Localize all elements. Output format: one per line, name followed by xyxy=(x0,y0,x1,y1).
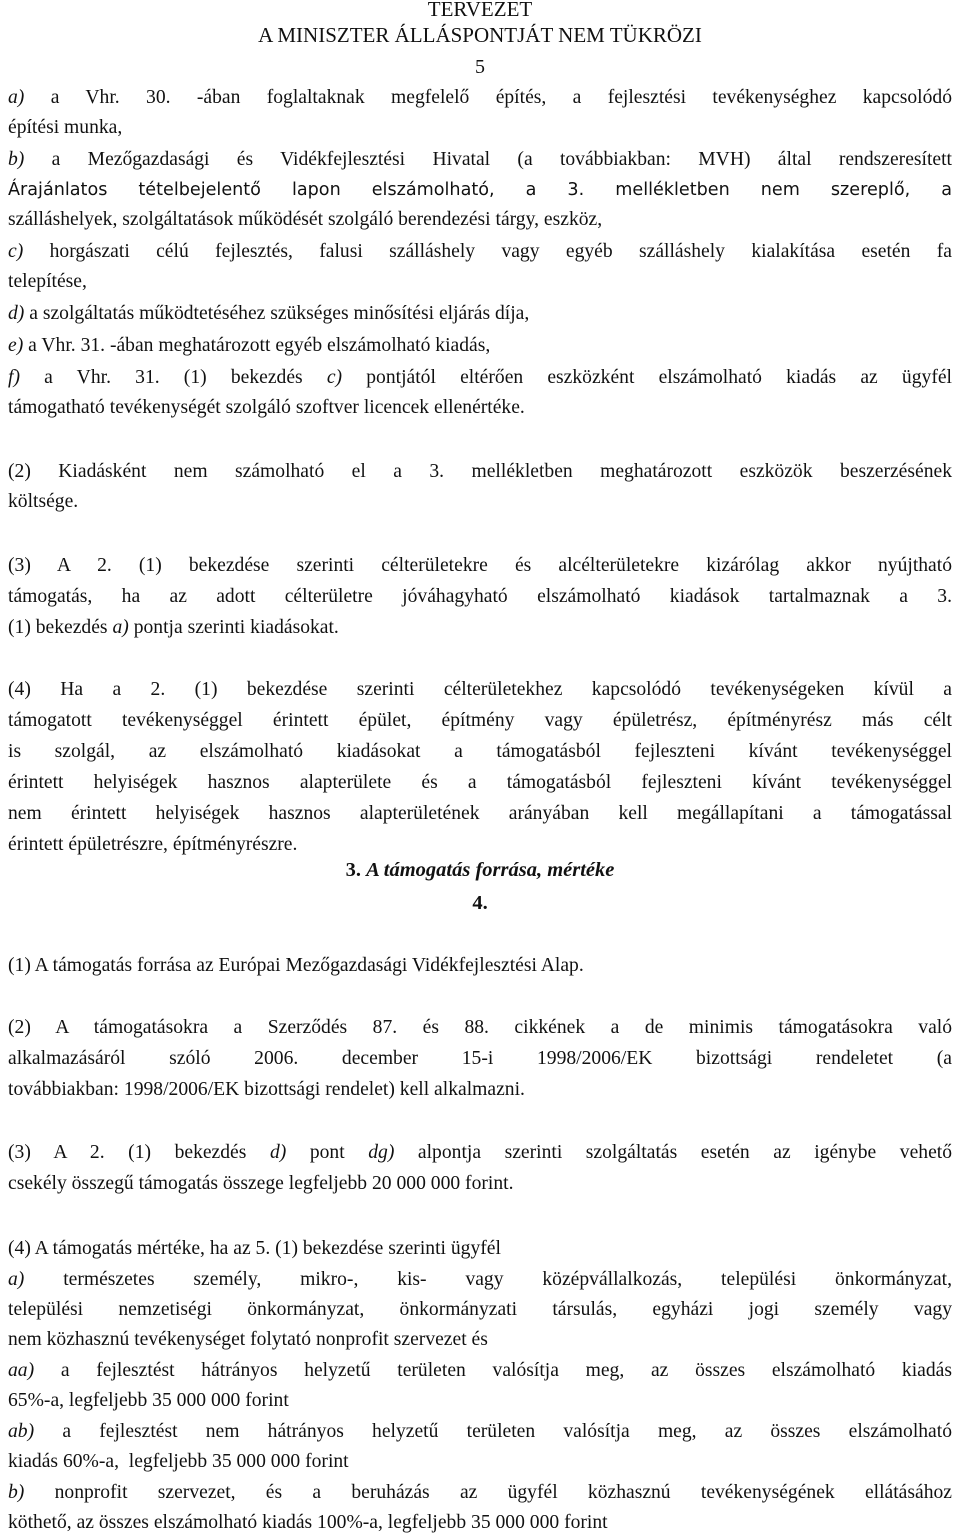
section-heading xyxy=(0,858,960,882)
item-label: b) xyxy=(8,149,25,170)
point-reference: c) xyxy=(326,367,343,388)
item-b-line: Árajánlatos tételbejelentő lapon elszámolható, a 3. mellékletben nem szereplő, a xyxy=(8,180,952,200)
item-b-line: köthető, az összes elszámolható kiadás 100%-a, legfeljebb 35 000 000 forint xyxy=(8,1512,608,1533)
paragraph-line: (2) A támogatásokra a Szerződés 87. és 88. cikkének a de minimis támogatásokra való xyxy=(8,1017,952,1038)
draft-disclaimer: A MINISZTER ÁLLÁSPONTJÁT NEM TÜKRÖZI xyxy=(258,23,702,47)
paragraph-line: (2) Kiadásként nem számolható el a 3. mellékletben meghatározott eszközök beszerzésének xyxy=(8,461,952,482)
item-b-line: b) nonprofit szervezet, és a beruházás az ügyfél közhasznú tevékenységének ellátásához xyxy=(8,1482,952,1503)
paragraph-line: nem érintett helyiségek hasznos alapterületének arányában kell megállapítani a támogatással xyxy=(8,803,952,824)
item-c-line: c) horgászati célú fejlesztés, falusi szálláshely vagy egyéb szálláshely kialakítása esetén fa xyxy=(8,241,952,262)
paragraph-line: (1) A támogatás forrása az Európai Mezőgazdasági Vidékfejlesztési Alap. xyxy=(8,955,584,976)
item-label: d) xyxy=(8,303,25,324)
point-reference: a) xyxy=(112,617,129,638)
item-label: f) xyxy=(8,367,20,388)
paragraph-number: 4. xyxy=(472,892,488,914)
item-label: e) xyxy=(8,335,24,356)
paragraph-line: (3) A 2. (1) bekezdése szerinti célterületekre és alcélterületekre kizárólag akkor nyújtható xyxy=(8,555,952,576)
paragraph-line: továbbiakban: 1998/2006/EK bizottsági rendelet) kell alkalmazni. xyxy=(8,1079,525,1100)
item-ab-line: kiadás 60%-a, legfeljebb 35 000 000 forint xyxy=(8,1451,349,1472)
item-label: a) xyxy=(8,87,25,108)
draft-header: TERVEZET xyxy=(427,0,533,21)
item-label: a) xyxy=(8,1269,25,1290)
item-f-line: f) a Vhr. 31. (1) bekezdés c) pontjától eltérően eszközként elszámolható kiadás az ügyfél xyxy=(8,367,952,388)
point-reference: d) xyxy=(269,1142,287,1163)
item-ab-line: ab) a fejlesztést nem hátrányos helyzetű területen valósítja meg, az összes elszámolható xyxy=(8,1421,952,1442)
item-f-line: támogatható tevékenységét szolgáló szoftver licencek ellenértéke. xyxy=(8,397,525,418)
paragraph-line: csekély összegű támogatás összege legfeljebb 20 000 000 forint. xyxy=(8,1173,514,1194)
item-c-line: telepítése, xyxy=(8,271,87,292)
section-number: 3. xyxy=(345,859,361,881)
point-reference: dg) xyxy=(368,1142,395,1163)
paragraph-line: (3) A 2. (1) bekezdés d) pont dg) alpontja szerinti szolgáltatás esetén az igénybe vehető xyxy=(8,1142,953,1163)
item-d-line: d) a szolgáltatás működtetéséhez szükséges minősítési eljárás díja, xyxy=(8,303,530,324)
item-aa-line: 65%-a, legfeljebb 35 000 000 forint xyxy=(8,1390,289,1411)
paragraph-line: alkalmazásáról szóló 2006. december 15-i 1998/2006/EK bizottsági rendeletet (a xyxy=(8,1048,952,1069)
paragraph-line: is szolgál, az elszámolható kiadásokat a támogatásból fejleszteni kívánt tevékenységgel xyxy=(8,741,952,762)
paragraph-line: (4) Ha a 2. (1) bekezdése szerinti célterületekhez kapcsolódó tevékenységeken kívül a xyxy=(8,679,952,700)
paragraph-line: támogatás, ha az adott célterületre jóváhagyható elszámolható kiadások tartalmaznak a 3. xyxy=(8,586,952,607)
item-aa-line: aa) a fejlesztést hátrányos helyzetű területen valósítja meg, az összes elszámolható kiadás xyxy=(8,1360,952,1381)
item-label: c) xyxy=(8,241,24,262)
item-e-line: e) a Vhr. 31. -ában meghatározott egyéb elszámolható kiadás, xyxy=(8,335,491,356)
item-a-line: építési munka, xyxy=(8,117,123,138)
paragraph-line: költsége. xyxy=(8,491,79,512)
item-label: aa) xyxy=(8,1360,35,1381)
paragraph-line: (1) bekezdés a) pontja szerinti kiadásokat. xyxy=(8,617,339,638)
item-label: b) xyxy=(8,1482,25,1503)
section-title: A támogatás forrása, mértéke xyxy=(366,859,615,881)
paragraph-line: érintett helyiségek hasznos alapterülete és a támogatásból fejleszteni kívánt tevékenységgel xyxy=(8,772,952,793)
item-label: ab) xyxy=(8,1421,35,1442)
item-b-line: szálláshelyek, szolgáltatások működését szolgáló berendezési tárgy, eszköz, xyxy=(8,209,603,230)
paragraph-line: érintett épületrészre, építményrészre. xyxy=(8,834,298,855)
item-b-line: b) a Mezőgazdasági és Vidékfejlesztési Hivatal (a továbbiakban: MVH) által rendszeresített xyxy=(8,149,952,170)
paragraph-line: támogatott tevékenységgel érintett épület, építmény vagy épületrész, építményrész más célt xyxy=(8,710,952,731)
item-a-line: települési nemzetiségi önkormányzat, önkormányzati társulás, egyházi jogi személy vagy xyxy=(8,1299,952,1320)
item-a-line: a) természetes személy, mikro-, kis- vagy középvállalkozás, települési önkormányzat, xyxy=(8,1269,952,1290)
item-a-line: a) a Vhr. 30. -ában foglaltaknak megfelelő építés, a fejlesztési tevékenységhez kapcsolódó xyxy=(8,87,952,108)
item-a-line: nem közhasznú tevékenységet folytató nonprofit szervezet és xyxy=(8,1329,488,1350)
paragraph-line: (4) A támogatás mértéke, ha az 5. (1) bekezdése szerinti ügyfél xyxy=(8,1238,501,1259)
page-number: 5 xyxy=(475,56,485,78)
